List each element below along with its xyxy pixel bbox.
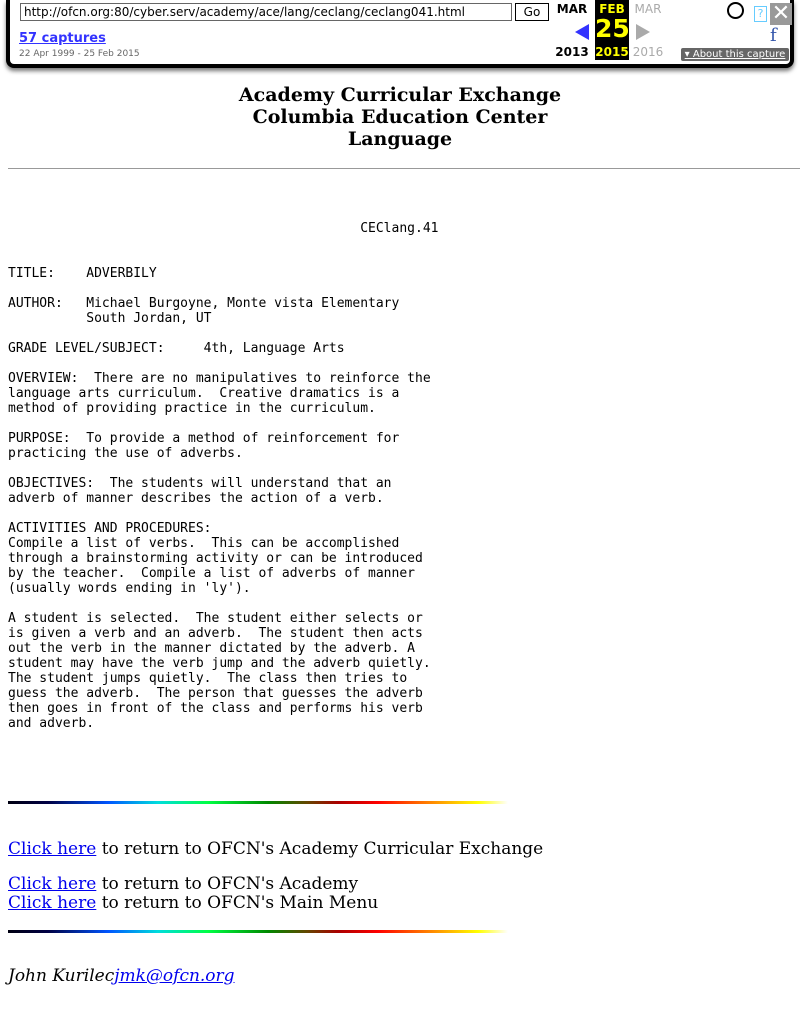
about-capture-button[interactable]: ▾ About this capture: [681, 48, 789, 61]
loading-circle-icon: [727, 2, 744, 19]
wayback-toolbar: [6, 0, 794, 68]
prev-arrow-icon[interactable]: [575, 24, 589, 40]
footer-signature: [8, 967, 800, 986]
heading-line-1: Academy Curricular Exchange: [238, 84, 562, 106]
author-email-link[interactable]: jmk@ofcn.org: [114, 966, 235, 986]
page-heading: [0, 84, 800, 150]
rainbow-divider: [8, 930, 508, 933]
return-academy-text: to return to OFCN's Academy: [96, 874, 359, 894]
return-ace-link[interactable]: Click here: [8, 839, 97, 859]
help-icon[interactable]: ?: [754, 6, 767, 22]
captures-link[interactable]: 57 captures: [19, 31, 106, 46]
return-main-menu-text: to return to OFCN's Main Menu: [96, 893, 379, 913]
next-month: MAR: [634, 2, 662, 16]
next-year[interactable]: 2016: [632, 45, 664, 59]
lesson-text: CEClang.41 TITLE: ADVERBILY AUTHOR: Michael Burgoyne, Monte vista Elementary South Jordan, UT GRADE LEVEL/SUBJECT: 4th, Language Arts OVERVIEW: There are no manipulatives to reinforce the language arts curriculum. Creative dramatics is a method of providing practice in the curriculum. PURPOSE: To provide a method of reinforcement for practicing the use of adverbs. OBJECTIVES: The students will understand that an adverb of manner describes the action of a verb. ACTIVITIES AND PROCEDURES: Compile a list of verbs. This can be accomplished through a brainstorming activity or can be introduced by the teacher. Compile a list of adverbs of manner (usually words ending in 'ly'). A student is selected. The student either selects or is given a verb and an adverb. The student then acts out the verb in the manner dictated by the adverb. A student may have the verb jump and the adverb quietly. The student jumps quietly. The class then tries to guess the adverb. The person that guesses the adverb then goes in front of the class and performs his verb and adverb.: [8, 221, 439, 731]
facebook-icon[interactable]: f: [770, 25, 777, 46]
current-capture: [595, 0, 629, 60]
current-year: 2015: [595, 45, 629, 59]
return-link-row: [8, 894, 800, 913]
go-button[interactable]: Go: [515, 3, 549, 21]
return-academy-link[interactable]: Click here: [8, 874, 97, 894]
return-link-row: [8, 840, 800, 859]
return-ace-text: to return to OFCN's Academy Curricular Exchange: [96, 839, 544, 859]
url-input[interactable]: http://ofcn.org:80/cyber.serv/academy/ace/lang/ceclang/ceclang041.html: [20, 3, 512, 21]
author-name: John Kurilec: [8, 966, 115, 986]
capture-range: 22 Apr 1999 - 25 Feb 2015: [19, 49, 140, 59]
close-icon[interactable]: ✕: [771, 1, 791, 26]
rainbow-divider: [8, 801, 508, 804]
divider: [8, 168, 800, 169]
heading-line-3: Language: [347, 128, 453, 150]
current-month: FEB: [599, 2, 625, 16]
heading-line-2: Columbia Education Center: [252, 106, 548, 128]
next-arrow-icon[interactable]: [636, 24, 650, 40]
prev-month: MAR: [556, 2, 588, 16]
return-link-row: [8, 875, 800, 894]
prev-year[interactable]: 2013: [555, 45, 589, 59]
current-day: 25: [595, 14, 630, 43]
return-main-menu-link[interactable]: Click here: [8, 893, 97, 913]
